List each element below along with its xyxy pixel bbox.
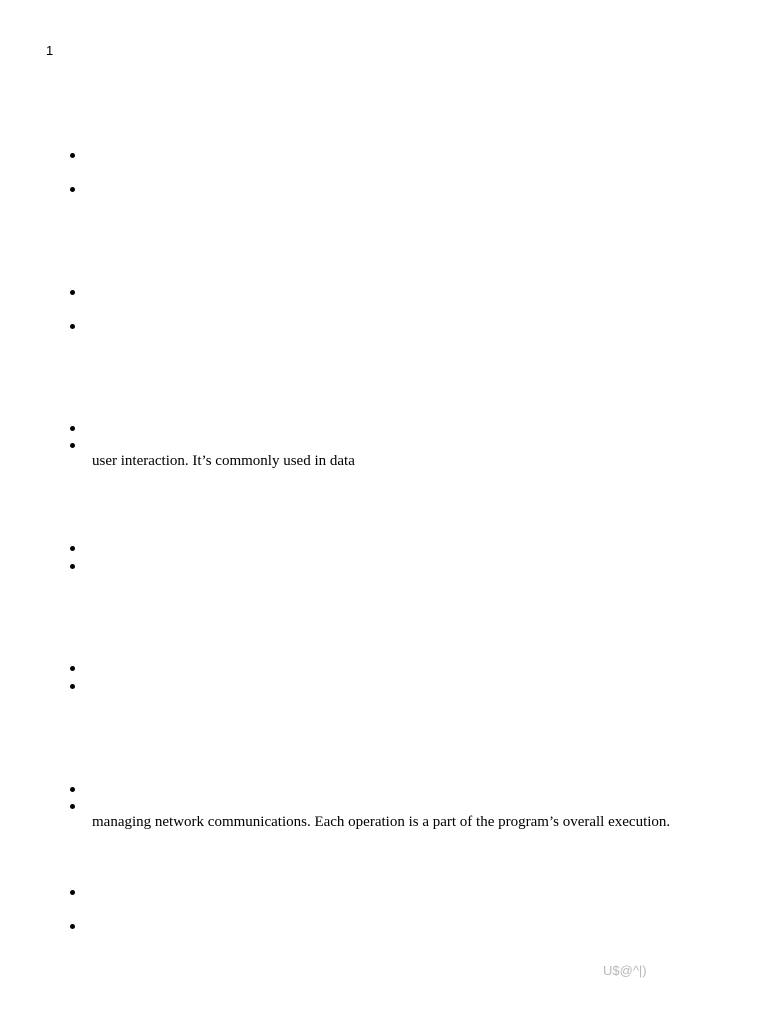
bullet xyxy=(68,439,76,451)
footer-watermark: U$@^|) xyxy=(603,963,647,978)
bullet xyxy=(68,149,76,161)
bullet xyxy=(68,542,76,554)
body-text-line: user interaction. It’s commonly used in data xyxy=(92,453,355,469)
bullet xyxy=(68,422,76,434)
body-text-line: managing network communications. Each operation is a part of the program’s overall execution. xyxy=(92,814,671,830)
bullet xyxy=(68,680,76,692)
bullet xyxy=(68,662,76,674)
bullet xyxy=(68,286,76,298)
bullet xyxy=(68,560,76,572)
bullet xyxy=(68,800,76,812)
page-number: 1 xyxy=(46,43,54,58)
bullet xyxy=(68,183,76,195)
bullet xyxy=(68,886,76,898)
bullet xyxy=(68,920,76,932)
bullet xyxy=(68,320,76,332)
bullet xyxy=(68,783,76,795)
